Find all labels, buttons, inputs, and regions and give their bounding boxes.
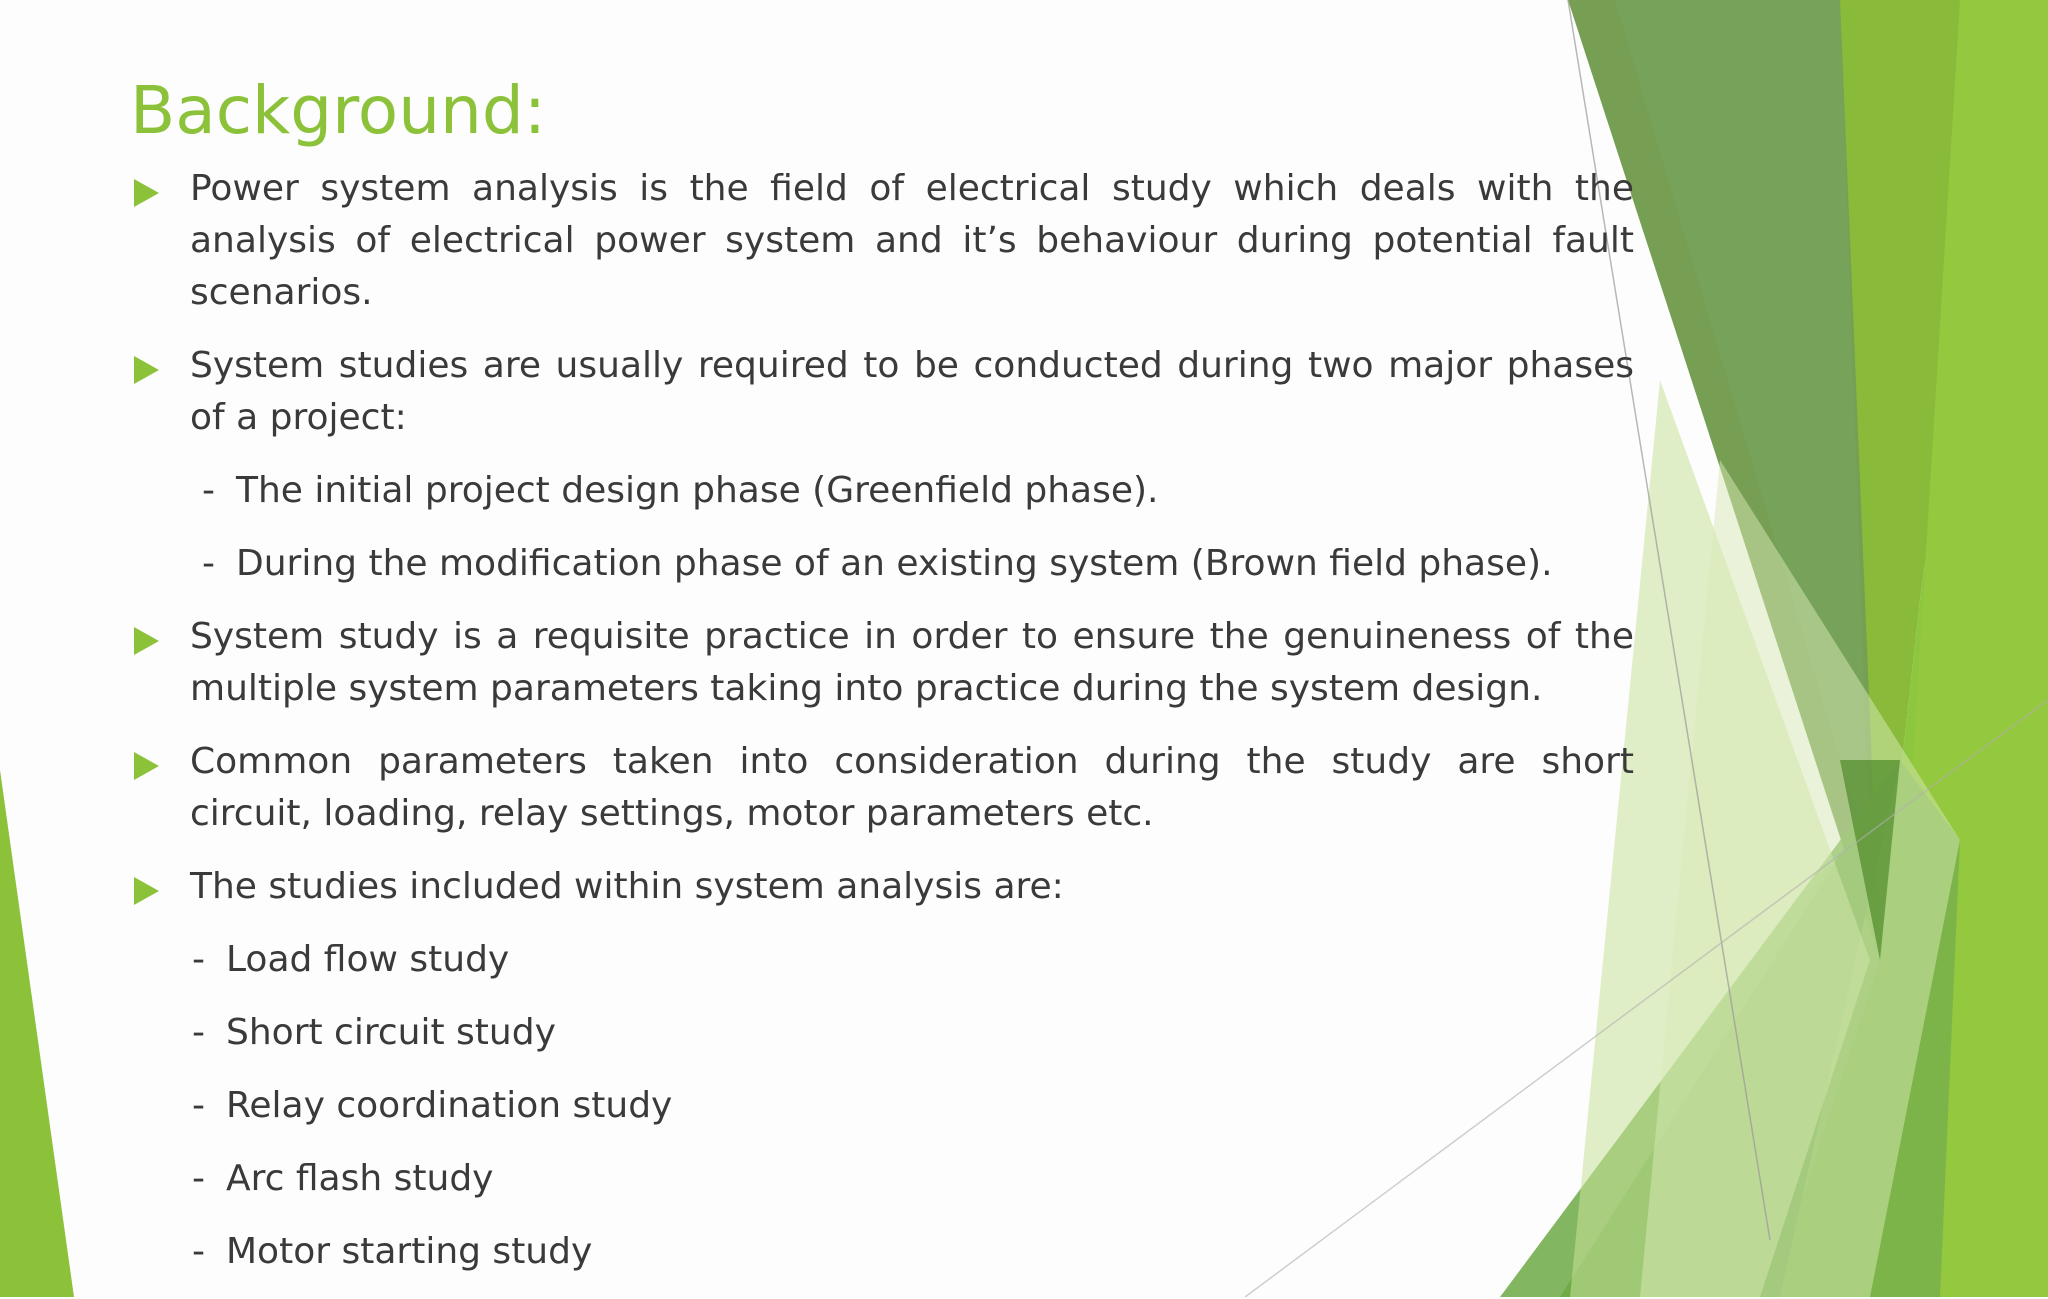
- sub-item-text: Relay coordination study: [226, 1085, 673, 1126]
- triangle-bullet-icon: [134, 877, 159, 905]
- triangle-bullet-icon: [134, 752, 159, 780]
- bullet-text: Power system analysis is the field of electrical study which deals with the analysis of electrical power system and it’s behaviour during potential fault scenarios.: [190, 168, 1634, 313]
- sub-item: [132, 934, 1634, 986]
- bullet-text: System study is a requisite practice in order to ensure the genuineness of the multiple system parameters taking into practice during the system design.: [190, 616, 1634, 709]
- bullet-text: System studies are usually required to be conducted during two major phases of a project:: [190, 345, 1634, 438]
- sub-item-text: Load flow study: [226, 939, 510, 980]
- dash-marker: -: [192, 939, 205, 980]
- dash-marker: -: [192, 1231, 205, 1272]
- dash-marker: -: [192, 1012, 205, 1053]
- triangle-bullet-icon: [134, 627, 159, 655]
- dash-marker: -: [192, 1158, 205, 1199]
- sub-item-text: The initial project design phase (Greenfield phase).: [236, 470, 1159, 511]
- sub-item: [132, 1226, 1634, 1278]
- sub-item: [132, 1153, 1634, 1205]
- sub-item: [132, 1080, 1634, 1132]
- sub-item-text: Arc flash study: [226, 1158, 494, 1199]
- triangle-bullet-icon: [134, 179, 159, 207]
- bullet-item: [132, 861, 1634, 913]
- sub-item-text: During the modification phase of an existing system (Brown field phase).: [236, 543, 1553, 584]
- bullet-text: The studies included within system analysis are:: [190, 866, 1064, 907]
- dash-marker: -: [192, 1085, 205, 1126]
- sub-item: [132, 1007, 1634, 1059]
- bullet-item: [132, 163, 1634, 319]
- dash-marker: -: [202, 470, 215, 511]
- bullet-item: [132, 736, 1634, 840]
- bullet-item: [132, 340, 1634, 444]
- sub-item: [132, 465, 1634, 517]
- sub-item: [132, 538, 1634, 590]
- triangle-bullet-icon: [134, 356, 159, 384]
- dash-marker: -: [202, 543, 215, 584]
- sub-item-text: Short circuit study: [226, 1012, 556, 1053]
- slide-title: Background:: [130, 72, 546, 149]
- bullet-item: [132, 611, 1634, 715]
- sub-item-text: Motor starting study: [226, 1231, 593, 1272]
- bullet-text: Common parameters taken into consideration during the study are short circuit, loading, relay settings, motor parameters etc.: [190, 741, 1634, 834]
- slide-body: [132, 163, 1634, 1299]
